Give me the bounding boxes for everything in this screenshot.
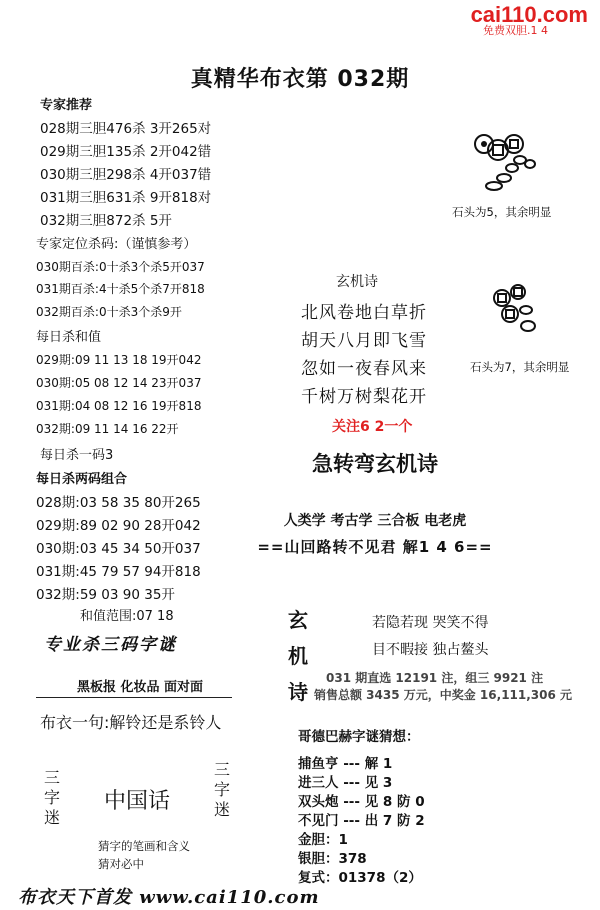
divider xyxy=(36,697,232,698)
free-tip: 免费双胆.1 4 xyxy=(483,24,548,37)
goldbach-line: 进三人 --- 见 3 xyxy=(298,775,393,791)
poem-line: 北风卷地白草折 xyxy=(301,303,427,323)
position-kill-line: 030期百杀:0十杀3个杀5开037 xyxy=(36,260,205,274)
poem-line: 千树万树梨花开 xyxy=(301,387,427,407)
expert-heading: 专家推荐 xyxy=(40,98,93,113)
expert-line: 029期三胆135杀 2开042错 xyxy=(40,144,212,160)
riddle-hint: 猜对必中 xyxy=(98,857,144,871)
poem-line: 忽如一夜春风来 xyxy=(301,359,427,379)
daily-two-heading: 每日杀两码组合 xyxy=(36,472,128,487)
three-char-right: 三字迷 xyxy=(213,760,230,819)
expert-line: 032期三胆872杀 5开 xyxy=(40,213,172,229)
goldbach-heading: 哥德巴赫字谜猜想： xyxy=(298,729,420,745)
poem-title: 玄机诗 xyxy=(336,274,378,290)
position-kill-heading: 专家定位杀码:（谨慎参考） xyxy=(36,237,197,252)
attention-note: 关注6 2一个 xyxy=(332,419,413,435)
brain-teaser-title: 急转弯玄机诗 xyxy=(312,452,438,476)
xuanji-char: 机 xyxy=(288,644,308,668)
sales-line-2: 销售总额 3435 万元，中奖金 16,111,306 元 xyxy=(314,688,573,702)
xuanji-char: 玄 xyxy=(288,608,308,632)
daily-sum-heading: 每日杀和值 xyxy=(36,330,102,345)
page-title: 真精华布衣第 032期 xyxy=(190,67,410,92)
daily-two-line: 028期:03 58 35 80开265 xyxy=(36,495,201,511)
goldbach-line: 不见门 --- 出 7 防 2 xyxy=(298,813,425,829)
teaser-answer: ==山回路转不见君 解1 4 6== xyxy=(257,538,493,556)
riddle-title: 专业杀三码字谜 xyxy=(44,635,177,655)
sum-range: 和值范围:07 18 xyxy=(80,609,174,624)
riddle-hint: 猜字的笔画和含义 xyxy=(98,839,190,853)
golden-pick: 金胆：1 xyxy=(298,832,348,848)
xuanji-char: 诗 xyxy=(288,680,308,704)
daily-kill-one: 每日杀一码3 xyxy=(40,448,114,463)
combo-pick: 复式：01378（2） xyxy=(298,870,422,886)
poem-line: 胡天八月即飞雪 xyxy=(301,331,427,351)
xuanji-line: 目不暇接 独占鳌头 xyxy=(372,642,489,658)
daily-sum-line: 029期:09 11 13 18 19开042 xyxy=(36,353,202,367)
stone-caption-1: 石头为5，其余明显 xyxy=(452,205,552,219)
stone-caption-2: 石头为7，其余明显 xyxy=(470,360,570,374)
daily-sum-line: 030期:05 08 12 14 23开037 xyxy=(36,376,202,390)
three-char-left: 三字迷 xyxy=(43,768,60,827)
footer-banner: 布衣天下首发 www.cai110.com xyxy=(18,887,320,908)
position-kill-line: 032期百杀:0十杀3个杀9开 xyxy=(36,305,182,319)
buyi-line: 布衣一句:解铃还是系铃人 xyxy=(40,713,222,732)
sales-line-1: 031 期直选 12191 注，组三 9921 注 xyxy=(326,671,544,685)
expert-line: 028期三胆476杀 3开265对 xyxy=(40,121,212,137)
riddle-center-word: 中国话 xyxy=(104,789,171,814)
daily-two-line: 031期:45 79 57 94开818 xyxy=(36,564,201,580)
expert-line: 030期三胆298杀 4开037错 xyxy=(40,167,212,183)
position-kill-line: 031期百杀:4十杀5个杀7开818 xyxy=(36,282,205,296)
goldbach-line: 双头炮 --- 见 8 防 0 xyxy=(298,794,425,810)
stone-puzzle-image-1 xyxy=(468,126,548,196)
stone-puzzle-image-2 xyxy=(490,284,548,340)
xuanji-line: 若隐若现 哭笑不得 xyxy=(372,615,489,631)
daily-two-line: 032期:59 03 90 35开 xyxy=(36,587,175,603)
site-logo: cai110.com xyxy=(470,2,588,27)
silver-pick: 银胆：378 xyxy=(298,851,367,867)
daily-two-line: 030期:03 45 34 50开037 xyxy=(36,541,201,557)
daily-sum-line: 032期:09 11 14 16 22开 xyxy=(36,422,179,436)
goldbach-line: 捕鱼亨 --- 解 1 xyxy=(298,756,393,772)
board-line: 黑板报 化妆品 面对面 xyxy=(76,680,204,695)
daily-two-line: 029期:89 02 90 28开042 xyxy=(36,518,201,534)
daily-sum-line: 031期:04 08 12 16 19开818 xyxy=(36,399,202,413)
expert-line: 031期三胆631杀 9开818对 xyxy=(40,190,212,206)
teaser-words: 人类学 考古学 三合板 电老虎 xyxy=(283,513,467,529)
